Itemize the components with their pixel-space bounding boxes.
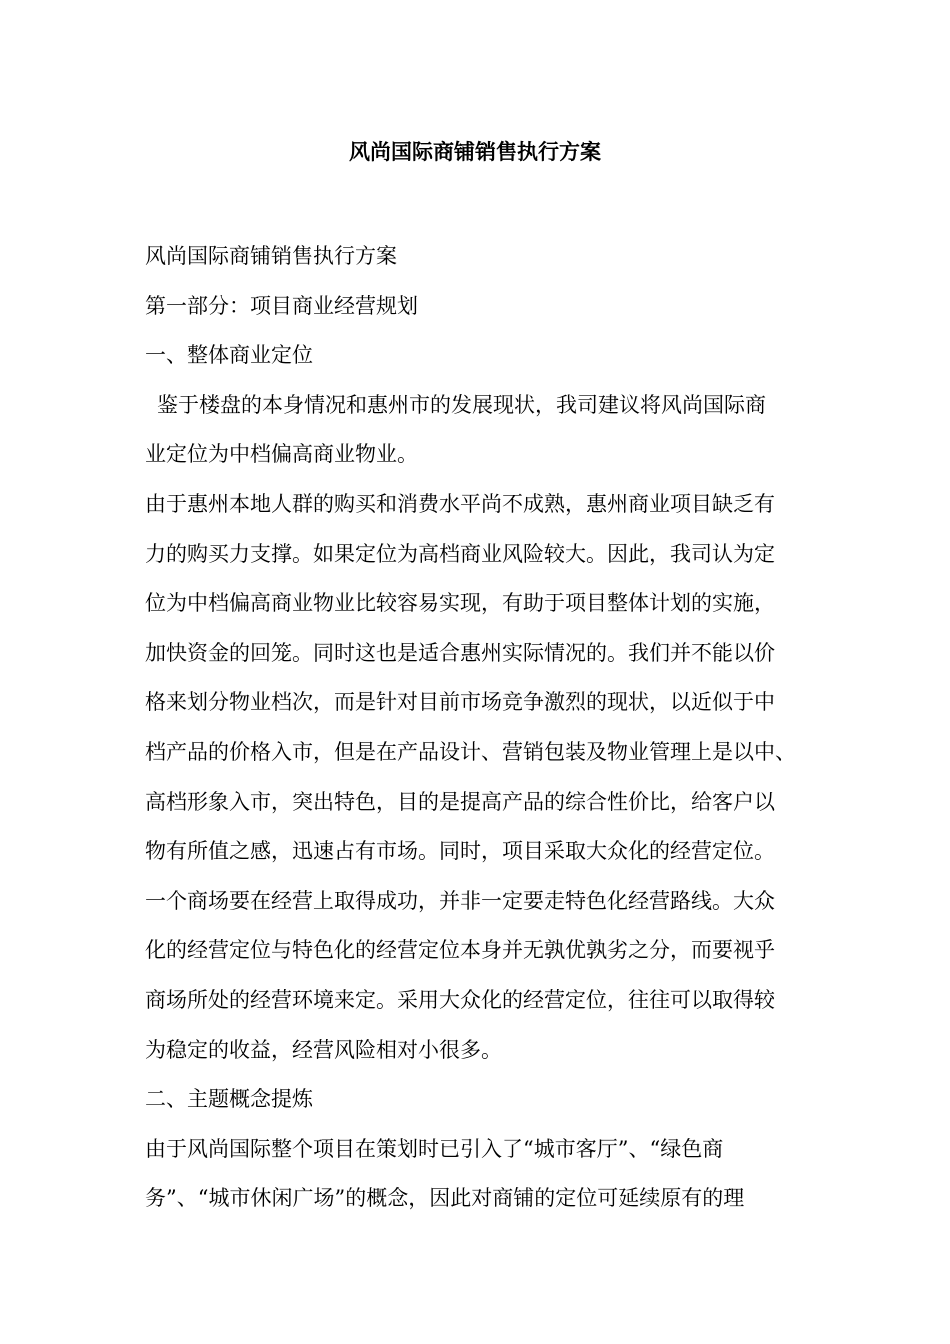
paragraph-line: 为稳定的收益，经营风险相对小很多。 [145, 1037, 502, 1062]
paragraph-line: 位为中档偏高商业物业比较容易实现，有助于项目整体计划的实施， [145, 591, 775, 616]
paragraph-line: 业定位为中档偏高商业物业。 [145, 442, 418, 467]
paragraph-line: 由于风尚国际整个项目在策划时已引入了“城市客厅”、“绿色商 [145, 1136, 724, 1161]
paragraph-line: 高档形象入市，突出特色，目的是提高产品的综合性价比，给客户以 [145, 789, 775, 814]
paragraph-line: 鉴于楼盘的本身情况和惠州市的发展现状，我司建议将风尚国际商 [157, 392, 766, 417]
paragraph-line: 商场所处的经营环境来定。采用大众化的经营定位，往往可以取得较 [145, 987, 775, 1012]
document-body [145, 232, 835, 1224]
paragraph-line: 格来划分物业档次，而是针对目前市场竞争激烈的现状，以近似于中 [145, 690, 775, 715]
paragraph-line: 务”、“城市休闲广场”的概念，因此对商铺的定位可延续原有的理 [145, 1186, 745, 1211]
document-title: 风尚国际商铺销售执行方案 [349, 139, 601, 164]
paragraph-line: 一个商场要在经营上取得成功，并非一定要走特色化经营路线。大众 [145, 888, 775, 913]
paragraph-line: 物有所值之感，迅速占有市场。同时，项目采取大众化的经营定位。 [145, 839, 775, 864]
subsection-heading: 一、整体商业定位 [145, 343, 313, 368]
paragraph-line: 由于惠州本地人群的购买和消费水平尚不成熟，惠州商业项目缺乏有 [145, 491, 775, 516]
paragraph-line: 化的经营定位与特色化的经营定位本身并无孰优孰劣之分，而要视乎 [145, 938, 775, 963]
paragraph-line: 档产品的价格入市，但是在产品设计、营销包装及物业管理上是以中、 [145, 739, 796, 764]
section-heading: 第一部分：项目商业经营规划 [145, 293, 418, 318]
body-line: 风尚国际商铺销售执行方案 [145, 244, 397, 268]
paragraph-line: 力的购买力支撑。如果定位为高档商业风险较大。因此，我司认为定 [145, 541, 775, 566]
paragraph-line: 加快资金的回笼。同时这也是适合惠州实际情况的。我们并不能以价 [145, 640, 775, 665]
subsection-heading: 二、主题概念提炼 [145, 1087, 313, 1112]
